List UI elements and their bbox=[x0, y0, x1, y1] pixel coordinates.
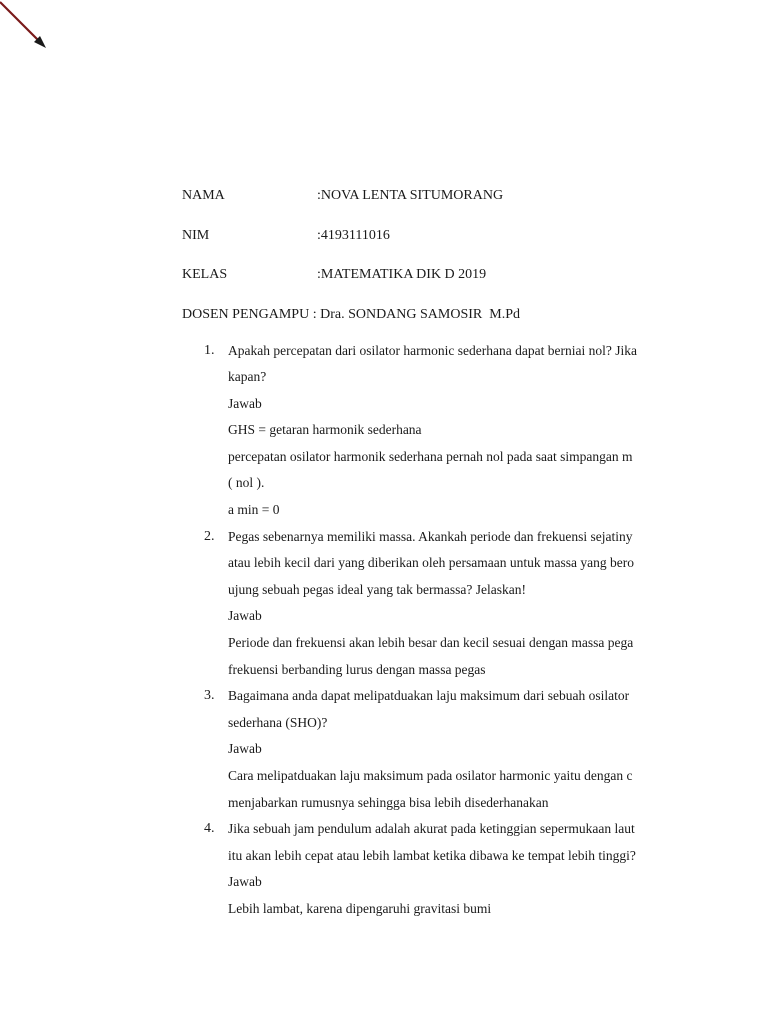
question-item bbox=[182, 338, 678, 524]
question-line: Jawab bbox=[228, 874, 262, 890]
question-line: Pegas sebenarnya memiliki massa. Akankah periode dan frekuensi sejatiny bbox=[228, 528, 633, 544]
question-line: GHS = getaran harmonik sederhana bbox=[228, 422, 422, 438]
nim-value: :4193111016 bbox=[317, 227, 390, 243]
corner-arrow-icon bbox=[0, 0, 60, 60]
question-line: Jawab bbox=[228, 395, 262, 411]
question-line: Apakah percepatan dari osilator harmonic sederhana dapat berniai nol? Jika bbox=[228, 342, 637, 358]
kelas-value: :MATEMATIKA DIK D 2019 bbox=[317, 267, 487, 282]
nama-value: :NOVA LENTA SITUMORANG bbox=[317, 188, 504, 203]
question-item bbox=[182, 816, 678, 922]
question-line: frekuensi berbanding lurus dengan massa pegas bbox=[228, 661, 486, 677]
question-number: 2. bbox=[204, 528, 215, 544]
question-list bbox=[182, 338, 678, 923]
question-item bbox=[182, 524, 678, 684]
dosen-row bbox=[182, 305, 678, 338]
question-line: ( nol ). bbox=[228, 475, 265, 491]
question-line: Lebih lambat, karena dipengaruhi gravitasi bumi bbox=[228, 900, 492, 916]
question-line: kapan? bbox=[228, 369, 267, 385]
question-number: 4. bbox=[204, 821, 215, 837]
question-line: percepatan osilator harmonik sederhana pernah nol pada saat simpangan m bbox=[228, 448, 633, 464]
question-line: Jawab bbox=[228, 741, 262, 757]
dosen-value: : Dra. SONDANG SAMOSIR M.Pd bbox=[309, 306, 520, 322]
question-line: atau lebih kecil dari yang diberikan oleh persamaan untuk massa yang bero bbox=[228, 555, 634, 571]
question-line: Periode dan frekuensi akan lebih besar dan kecil sesuai dengan massa pega bbox=[228, 635, 634, 651]
question-line: menjabarkan rumusnya sehingga bisa lebih disederhanakan bbox=[228, 794, 549, 810]
question-line: Bagaimana anda dapat melipatduakan laju maksimum dari sebuah osilator bbox=[228, 688, 630, 704]
question-number: 1. bbox=[204, 342, 215, 358]
nim-row bbox=[182, 226, 678, 266]
nama-label: NAMA bbox=[182, 188, 225, 203]
question-item bbox=[182, 683, 678, 816]
kelas-label: KELAS bbox=[182, 267, 228, 282]
kelas-row bbox=[182, 265, 678, 305]
question-line: Cara melipatduakan laju maksimum pada osilator harmonic yaitu dengan c bbox=[228, 768, 633, 783]
nim-label: NIM bbox=[182, 227, 210, 243]
question-line: sederhana (SHO)? bbox=[228, 714, 328, 730]
nama-row bbox=[182, 186, 678, 226]
question-line: Jawab bbox=[228, 608, 262, 624]
question-number: 3. bbox=[204, 688, 215, 704]
document-page bbox=[182, 186, 678, 946]
question-line: ujung sebuah pegas ideal yang tak bermassa? Jelaskan! bbox=[228, 581, 527, 597]
question-line: Jika sebuah jam pendulum adalah akurat pada ketinggian sepermukaan laut bbox=[228, 821, 635, 837]
question-line: a min = 0 bbox=[228, 502, 280, 518]
dosen-label: DOSEN PENGAMPU bbox=[182, 306, 310, 322]
question-line: itu akan lebih cepat atau lebih lambat ketika dibawa ke tempat lebih tinggi? bbox=[228, 847, 636, 863]
